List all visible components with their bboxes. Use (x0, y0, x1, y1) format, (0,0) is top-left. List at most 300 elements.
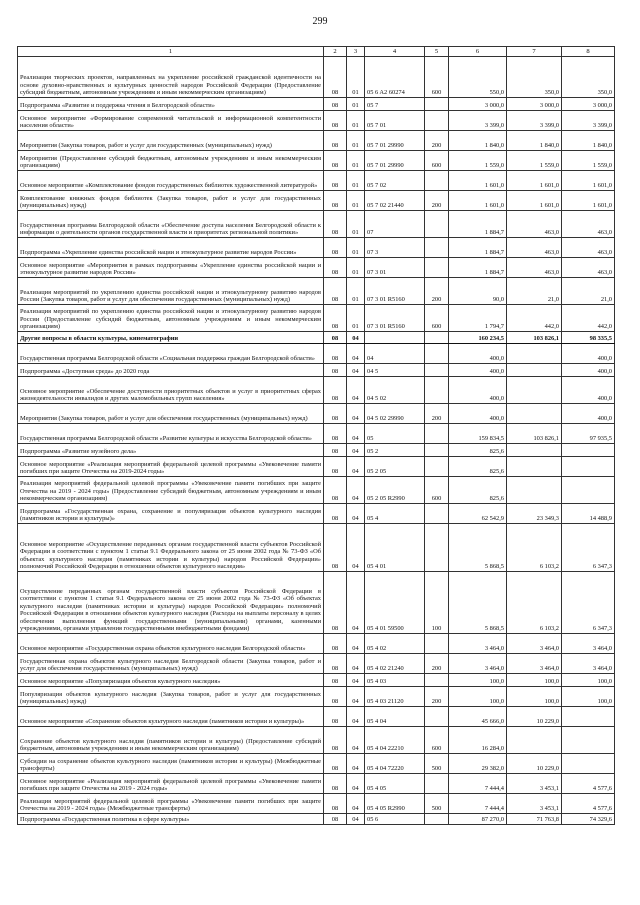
expense-type-code (425, 524, 449, 572)
subsection-code: 04 (347, 794, 365, 814)
amount-year-1: 400,0 (449, 377, 507, 404)
subsection-code: 01 (347, 191, 365, 211)
amount-year-1: 90,0 (449, 278, 507, 305)
target-article-code: 05 6 (365, 814, 425, 825)
expense-type-code (425, 424, 449, 444)
amount-year-3 (562, 707, 615, 727)
amount-year-2: 1 840,0 (507, 131, 562, 151)
amount-year-2: 3 464,0 (507, 654, 562, 674)
table-row (18, 364, 615, 377)
target-article-code: 05 4 04 22210 (365, 727, 425, 754)
amount-year-3: 400,0 (562, 404, 615, 424)
subsection-code: 04 (347, 774, 365, 794)
subsection-code: 04 (347, 754, 365, 774)
section-code: 08 (324, 794, 347, 814)
section-code: 08 (324, 191, 347, 211)
subsection-code: 01 (347, 305, 365, 332)
section-code: 08 (324, 98, 347, 111)
row-name: Мероприятия (Закупка товаров, работ и услуг для обеспечения государственных (муниципальных) нужд) (18, 404, 324, 424)
subsection-code: 01 (347, 238, 365, 258)
amount-year-1: 3 464,0 (449, 654, 507, 674)
row-name: Сохранение объектов культурного наследия (памятников истории и культуры) (Предоставление субсидий бюджетным, автономным учреждениям и иным некоммерческим организациям) (18, 727, 324, 754)
amount-year-1: 550,0 (449, 57, 507, 98)
table-row (18, 754, 615, 774)
amount-year-3: 1 601,0 (562, 171, 615, 191)
target-article-code: 05 7 (365, 98, 425, 111)
target-article-code: 05 7 01 29990 (365, 151, 425, 171)
amount-year-1: 1 884,7 (449, 238, 507, 258)
amount-year-2: 6 103,2 (507, 572, 562, 634)
amount-year-2: 6 103,2 (507, 524, 562, 572)
amount-year-1: 159 834,5 (449, 424, 507, 444)
subsection-code: 04 (347, 457, 365, 477)
row-name: Другие вопросы в области культуры, кинематографии (18, 332, 324, 344)
amount-year-3: 1 559,0 (562, 151, 615, 171)
amount-year-3: 350,0 (562, 57, 615, 98)
row-name: Основное мероприятие «Обеспечение доступности приоритетных объектов и услуг в приоритетных сферах жизнедеятельности инвалидов и других маломобильных групп населения» (18, 377, 324, 404)
expense-type-code: 100 (425, 572, 449, 634)
section-code: 08 (324, 131, 347, 151)
table-row (18, 524, 615, 572)
section-code: 08 (324, 774, 347, 794)
amount-year-1: 825,6 (449, 457, 507, 477)
table-row (18, 674, 615, 687)
target-article-code: 07 3 01 R5160 (365, 278, 425, 305)
amount-year-3: 100,0 (562, 687, 615, 707)
row-name: Основное мероприятие «Осуществление переданных органам государственной власти субъектов Российской Федерации в соответствии с пунктом 1 статьи 9.1 Федерального закона от 25 июня 2002 года № 73-ФЗ «Об объектах культурного наследия (памятниках истории и культуры) народов Российской Федерации» полномочий Российской Федерации в отношении объектов культурного наследия» (18, 524, 324, 572)
amount-year-1: 16 284,0 (449, 727, 507, 754)
subsection-code: 04 (347, 707, 365, 727)
amount-year-3: 400,0 (562, 377, 615, 404)
row-name: Основное мероприятие «Комплектование фондов государственных библиотек художественной литературой» (18, 171, 324, 191)
table-row (18, 258, 615, 278)
table-row (18, 211, 615, 238)
subsection-code: 01 (347, 98, 365, 111)
section-code: 08 (324, 504, 347, 524)
row-name: Субсидии на сохранение объектов культурного наследия (памятников истории и культуры) (Межбюджетные трансферты) (18, 754, 324, 774)
section-code: 08 (324, 171, 347, 191)
expense-type-code (425, 332, 449, 344)
amount-year-3: 3 399,0 (562, 111, 615, 131)
amount-year-1: 100,0 (449, 687, 507, 707)
amount-year-2: 3 464,0 (507, 634, 562, 654)
expense-type-code (425, 774, 449, 794)
amount-year-1: 7 444,4 (449, 794, 507, 814)
amount-year-2: 3 453,1 (507, 774, 562, 794)
target-article-code: 05 4 03 21120 (365, 687, 425, 707)
amount-year-2 (507, 364, 562, 377)
target-article-code: 05 7 01 (365, 111, 425, 131)
expense-type-code (425, 504, 449, 524)
table-row (18, 727, 615, 754)
row-name: Мероприятия (Закупка товаров, работ и услуг для государственных (муниципальных) нужд) (18, 131, 324, 151)
amount-year-2 (507, 377, 562, 404)
subsection-code: 01 (347, 171, 365, 191)
header-cell: 5 (425, 47, 449, 57)
table-row (18, 151, 615, 171)
target-article-code: 05 4 05 (365, 774, 425, 794)
amount-year-3: 1 601,0 (562, 191, 615, 211)
amount-year-3: 463,0 (562, 258, 615, 278)
expense-type-code (425, 444, 449, 457)
row-name: Основное мероприятие «Реализация мероприятий федеральной целевой программы «Увековечение памяти погибших при защите Отечества на 2019 - 2024 годы» (18, 774, 324, 794)
target-article-code: 04 5 02 29990 (365, 404, 425, 424)
header-cell: 1 (18, 47, 324, 57)
target-article-code: 05 4 (365, 504, 425, 524)
expense-type-code: 600 (425, 477, 449, 504)
amount-year-1: 5 868,5 (449, 524, 507, 572)
subsection-code: 04 (347, 524, 365, 572)
header-cell: 4 (365, 47, 425, 57)
expense-type-code: 600 (425, 151, 449, 171)
amount-year-1: 100,0 (449, 674, 507, 687)
table-row (18, 305, 615, 332)
table-row (18, 377, 615, 404)
amount-year-2: 23 349,3 (507, 504, 562, 524)
target-article-code: 05 4 02 (365, 634, 425, 654)
section-code: 08 (324, 424, 347, 444)
subsection-code: 01 (347, 258, 365, 278)
section-code: 08 (324, 444, 347, 457)
expense-type-code: 200 (425, 404, 449, 424)
section-code: 08 (324, 727, 347, 754)
expense-type-code: 600 (425, 57, 449, 98)
row-name: Государственная программа Белгородской области «Обеспечение доступа населения Белгородской области к информации о деятельности органов государственной власти и приоритетах региональной политики» (18, 211, 324, 238)
table-row (18, 171, 615, 191)
row-name: Основное мероприятие «Популяризация объектов культурного наследия» (18, 674, 324, 687)
amount-year-2: 103 826,1 (507, 424, 562, 444)
amount-year-3: 400,0 (562, 364, 615, 377)
table-row (18, 572, 615, 634)
target-article-code: 05 4 04 (365, 707, 425, 727)
amount-year-1: 5 868,5 (449, 572, 507, 634)
amount-year-2 (507, 477, 562, 504)
subsection-code: 04 (347, 674, 365, 687)
subsection-code: 01 (347, 211, 365, 238)
amount-year-1: 1 840,0 (449, 131, 507, 151)
expense-type-code (425, 171, 449, 191)
table-row (18, 457, 615, 477)
subsection-code: 04 (347, 344, 365, 364)
subsection-code: 04 (347, 377, 365, 404)
section-code: 08 (324, 111, 347, 131)
row-name: Подпрограмма «Доступная среда» до 2020 года (18, 364, 324, 377)
subsection-code: 04 (347, 654, 365, 674)
amount-year-2: 71 763,8 (507, 814, 562, 825)
table-body (18, 57, 615, 825)
subsection-code: 01 (347, 111, 365, 131)
amount-year-2 (507, 444, 562, 457)
subsection-code: 04 (347, 364, 365, 377)
subsection-code: 04 (347, 404, 365, 424)
amount-year-3: 3 000,0 (562, 98, 615, 111)
row-name: Реализация мероприятий федеральной целевой программы «Увековечение памяти погибших при защите Отечества на 2019 - 2024 годы» (Межбюджетные трансферты) (18, 794, 324, 814)
amount-year-1: 7 444,4 (449, 774, 507, 794)
section-code: 08 (324, 305, 347, 332)
expense-type-code (425, 364, 449, 377)
target-article-code: 05 2 (365, 444, 425, 457)
table-row (18, 111, 615, 131)
target-article-code: 05 4 01 (365, 524, 425, 572)
table-row (18, 191, 615, 211)
budget-table (17, 46, 615, 825)
amount-year-2: 10 229,0 (507, 707, 562, 727)
expense-type-code (425, 674, 449, 687)
amount-year-1: 1 559,0 (449, 151, 507, 171)
amount-year-1: 87 270,0 (449, 814, 507, 825)
target-article-code: 05 4 05 R2990 (365, 794, 425, 814)
amount-year-3: 4 577,6 (562, 794, 615, 814)
section-code: 08 (324, 364, 347, 377)
section-code: 08 (324, 404, 347, 424)
amount-year-3: 21,0 (562, 278, 615, 305)
amount-year-1: 1 601,0 (449, 171, 507, 191)
table-row (18, 404, 615, 424)
section-code: 08 (324, 57, 347, 98)
row-name: Подпрограмма «Развитие и поддержка чтения в Белгородской области» (18, 98, 324, 111)
row-name: Государственная программа Белгородской области «Развитие культуры и искусства Белгородской области» (18, 424, 324, 444)
section-total-row (18, 332, 615, 344)
expense-type-code: 600 (425, 727, 449, 754)
row-name: Государственная программа Белгородской области «Социальная поддержка граждан Белгородской области» (18, 344, 324, 364)
amount-year-1: 400,0 (449, 404, 507, 424)
section-code: 08 (324, 332, 347, 344)
expense-type-code (425, 211, 449, 238)
header-cell: 7 (507, 47, 562, 57)
target-article-code: 07 (365, 211, 425, 238)
row-name: Основное мероприятие «Формирование современной читательской и информационной компетентности населения области» (18, 111, 324, 131)
amount-year-1: 1 601,0 (449, 191, 507, 211)
amount-year-2: 463,0 (507, 211, 562, 238)
amount-year-2: 100,0 (507, 687, 562, 707)
subsection-code: 01 (347, 278, 365, 305)
header-cell: 3 (347, 47, 365, 57)
amount-year-1: 45 666,0 (449, 707, 507, 727)
subsection-code: 04 (347, 727, 365, 754)
amount-year-2: 463,0 (507, 258, 562, 278)
row-name: Комплектование книжных фондов библиотек (Закупка товаров, работ и услуг для государственных (муниципальных) нужд) (18, 191, 324, 211)
row-name: Подпрограмма «Развитие музейного дела» (18, 444, 324, 457)
expense-type-code: 200 (425, 278, 449, 305)
expense-type-code: 600 (425, 305, 449, 332)
amount-year-3: 3 464,0 (562, 654, 615, 674)
header-cell: 8 (562, 47, 615, 57)
expense-type-code (425, 707, 449, 727)
expense-type-code (425, 344, 449, 364)
target-article-code: 05 4 01 59500 (365, 572, 425, 634)
table-row (18, 98, 615, 111)
amount-year-1: 825,6 (449, 477, 507, 504)
target-article-code: 05 4 02 21240 (365, 654, 425, 674)
amount-year-2 (507, 727, 562, 754)
expense-type-code (425, 377, 449, 404)
row-name: Реализация творческих проектов, направленных на укрепление российской гражданской идентичности на основе духовно-нравственных и культурных ценностей народов Российской Федерации (Предоставление субсидий бюджетным, автономным учреждениям и иным некоммерческим организациям) (18, 57, 324, 98)
amount-year-3: 1 840,0 (562, 131, 615, 151)
amount-year-3 (562, 727, 615, 754)
expense-type-code: 500 (425, 794, 449, 814)
target-article-code: 07 3 01 R5160 (365, 305, 425, 332)
table-row (18, 424, 615, 444)
page-number: 299 (312, 16, 328, 27)
row-name: Реализация мероприятий по укреплению единства российской нации и этнокультурному развитию народов России (Предоставление субсидий бюджетным, автономным учреждениям и иным некоммерческим организациям) (18, 305, 324, 332)
amount-year-2 (507, 344, 562, 364)
subsection-code: 04 (347, 572, 365, 634)
table-row (18, 707, 615, 727)
amount-year-1: 400,0 (449, 364, 507, 377)
row-name: Основное мероприятие «Мероприятия в рамках подпрограммы «Укрепление единства российской нации и этнокультурное развитие народов России» (18, 258, 324, 278)
amount-year-2: 21,0 (507, 278, 562, 305)
amount-year-2: 350,0 (507, 57, 562, 98)
amount-year-3: 100,0 (562, 674, 615, 687)
amount-year-2: 1 601,0 (507, 191, 562, 211)
subsection-code: 04 (347, 332, 365, 344)
target-article-code: 05 4 03 (365, 674, 425, 687)
section-code: 08 (324, 524, 347, 572)
amount-year-3: 14 488,9 (562, 504, 615, 524)
expense-type-code (425, 111, 449, 131)
amount-year-1: 3 399,0 (449, 111, 507, 131)
amount-year-1: 1 884,7 (449, 258, 507, 278)
section-code: 08 (324, 654, 347, 674)
amount-year-3: 442,0 (562, 305, 615, 332)
row-name: Осуществление переданных органам государственной власти субъектов Российской Федерации в соответствии с пунктом 1 статьи 9.1 Федерального закона от 25 июня 2002 года № 73-ФЗ «Об объектах культурного наследия (памятниках истории и культуры) народов Российской Федерации» полномочий Российской Федерации в отношении объектов культурного наследия (Расходы на выплаты персоналу в целях обеспечения выполнения функций государственными (муниципальными) органами, казенными учреждениями, органами управления государственными внебюджетными фондами) (18, 572, 324, 634)
amount-year-1: 1 884,7 (449, 211, 507, 238)
table-row (18, 477, 615, 504)
target-article-code: 05 (365, 424, 425, 444)
amount-year-3: 6 347,3 (562, 572, 615, 634)
row-name: Реализация мероприятий по укреплению единства российской нации и этнокультурному развитию народов России (Закупка товаров, работ и услуг для обеспечения государственных (муниципальных) нужд) (18, 278, 324, 305)
subsection-code: 04 (347, 634, 365, 654)
row-name: Подпрограмма «Укрепление единства российской нации и этнокультурное развитие народов России» (18, 238, 324, 258)
expense-type-code: 200 (425, 654, 449, 674)
amount-year-2: 3 453,1 (507, 794, 562, 814)
subsection-code: 01 (347, 131, 365, 151)
section-code: 08 (324, 278, 347, 305)
header-cell: 2 (324, 47, 347, 57)
subsection-code: 04 (347, 814, 365, 825)
amount-year-1: 400,0 (449, 344, 507, 364)
expense-type-code: 200 (425, 191, 449, 211)
section-code: 08 (324, 572, 347, 634)
expense-type-code (425, 98, 449, 111)
subsection-code: 01 (347, 57, 365, 98)
amount-year-2: 1 601,0 (507, 171, 562, 191)
amount-year-3: 463,0 (562, 211, 615, 238)
section-code: 08 (324, 477, 347, 504)
column-number-header (18, 47, 615, 57)
target-article-code: 05 7 02 21440 (365, 191, 425, 211)
amount-year-2 (507, 457, 562, 477)
table-row (18, 634, 615, 654)
subsection-code: 04 (347, 504, 365, 524)
section-code: 08 (324, 457, 347, 477)
table-row (18, 504, 615, 524)
section-code: 08 (324, 258, 347, 278)
table-row (18, 687, 615, 707)
section-code: 08 (324, 687, 347, 707)
subsection-code: 04 (347, 444, 365, 457)
expense-type-code: 500 (425, 754, 449, 774)
header-cell: 6 (449, 47, 507, 57)
expense-type-code (425, 814, 449, 825)
section-code: 08 (324, 344, 347, 364)
amount-year-2: 463,0 (507, 238, 562, 258)
amount-year-1: 62 542,9 (449, 504, 507, 524)
row-name: Основное мероприятие «Реализация мероприятий федеральной целевой программы «Увековечение памяти погибших при защите Отечества на 2019-2024 годы» (18, 457, 324, 477)
row-name: Государственная охрана объектов культурного наследия Белгородской области (Закупка товаров, работ и услуг для обеспечения государственных (муниципальных) нужд) (18, 654, 324, 674)
row-name: Основное мероприятие «Государственная охрана объектов культурного наследия Белгородской области» (18, 634, 324, 654)
target-article-code: 04 (365, 344, 425, 364)
table-row (18, 344, 615, 364)
section-code: 08 (324, 707, 347, 727)
amount-year-1: 29 382,0 (449, 754, 507, 774)
subsection-code: 04 (347, 477, 365, 504)
amount-year-1: 3 000,0 (449, 98, 507, 111)
amount-year-3: 98 335,5 (562, 332, 615, 344)
table-row (18, 794, 615, 814)
table-row (18, 278, 615, 305)
amount-year-1: 3 464,0 (449, 634, 507, 654)
table-row (18, 444, 615, 457)
row-name: Популяризация объектов культурного наследия (Закупка товаров, работ и услуг для государственных (муниципальных) нужд) (18, 687, 324, 707)
subsection-code: 01 (347, 151, 365, 171)
subsection-code: 04 (347, 687, 365, 707)
amount-year-2: 1 559,0 (507, 151, 562, 171)
section-code: 08 (324, 377, 347, 404)
target-article-code (365, 332, 425, 344)
amount-year-3: 97 935,5 (562, 424, 615, 444)
expense-type-code: 200 (425, 687, 449, 707)
row-name: Мероприятия (Предоставление субсидий бюджетным, автономным учреждениям и иным некоммерческим организациям) (18, 151, 324, 171)
target-article-code: 05 4 04 72220 (365, 754, 425, 774)
row-name: Реализация мероприятий федеральной целевой программы «Увековечение памяти погибших при защите Отечества на 2019 - 2024 годы» (Предоставление субсидий бюджетным, автономным учреждениям и иным некоммерческим организациям) (18, 477, 324, 504)
section-code: 08 (324, 754, 347, 774)
expense-type-code (425, 634, 449, 654)
amount-year-2: 442,0 (507, 305, 562, 332)
target-article-code: 05 7 02 (365, 171, 425, 191)
section-code: 08 (324, 238, 347, 258)
amount-year-3: 400,0 (562, 344, 615, 364)
target-article-code: 04 5 02 (365, 377, 425, 404)
amount-year-3 (562, 754, 615, 774)
expense-type-code (425, 238, 449, 258)
section-code: 08 (324, 634, 347, 654)
amount-year-3: 3 464,0 (562, 634, 615, 654)
expense-type-code (425, 258, 449, 278)
section-code: 08 (324, 674, 347, 687)
row-name: Подпрограмма «Государственная охрана, сохранение и популяризация объектов культурного наследия (памятников истории и культуры)» (18, 504, 324, 524)
target-article-code: 05 7 01 29990 (365, 131, 425, 151)
expense-type-code (425, 457, 449, 477)
table-row (18, 238, 615, 258)
amount-year-1: 1 794,7 (449, 305, 507, 332)
target-article-code: 07 3 01 (365, 258, 425, 278)
amount-year-2: 3 000,0 (507, 98, 562, 111)
table-row (18, 814, 615, 825)
amount-year-2 (507, 404, 562, 424)
amount-year-2: 103 826,1 (507, 332, 562, 344)
expense-type-code: 200 (425, 131, 449, 151)
amount-year-3 (562, 457, 615, 477)
amount-year-3: 4 577,6 (562, 774, 615, 794)
amount-year-2: 100,0 (507, 674, 562, 687)
amount-year-2: 3 399,0 (507, 111, 562, 131)
table-row (18, 131, 615, 151)
row-name: Основное мероприятие «Сохранение объектов культурного наследия (памятников истории и культуры)» (18, 707, 324, 727)
target-article-code: 04 5 (365, 364, 425, 377)
amount-year-2: 10 229,0 (507, 754, 562, 774)
table-row (18, 57, 615, 98)
